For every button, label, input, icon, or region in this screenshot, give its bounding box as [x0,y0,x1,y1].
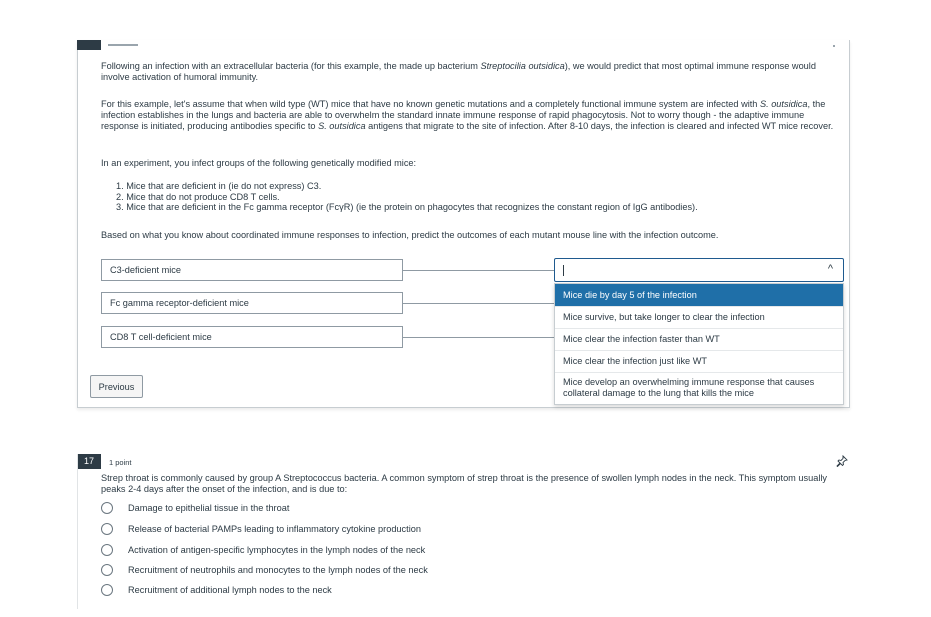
dropdown-option-line: collateral damage to the lung that kills the mice [563,388,754,398]
dropdown-option-die-day-5[interactable]: Mice die by day 5 of the infection [555,284,843,306]
question-paragraph-experiment: In an experiment, you infect groups of the following genetically modified mice: [101,158,417,168]
mouse-list [116,181,698,213]
question-points [108,44,138,46]
dropdown-option-line: Mice develop an overwhelming immune response that causes [563,377,815,387]
list-item: 2. Mice that do not produce CD8 T cells. [116,191,280,202]
radio-button[interactable] [101,544,113,556]
question-paragraph-instruction: Based on what you know about coordinated immune responses to infection, predict the outcomes of each mutant mouse line with the infection outcome. [101,230,719,240]
question-17-text: Strep throat is commonly caused by group A Streptococcus bacteria. A common symptom of strep throat is the presence of swollen lymph nodes in the neck. This symptom usually peaks 2-4 days after the onset of the infection, and is due to: [101,473,827,494]
text-cursor [563,265,564,276]
answer-option-label[interactable]: Release of bacterial PAMPs leading to inflammatory cytokine production [128,524,421,534]
question-paragraph-intro: Following an infection with an extracellular bacteria (for this example, the made up bacterium Streptocilia outsidica), we would predict that most optimal immune response would involve activation of humoral immunity. [101,61,816,82]
question-points: 1 point [109,458,132,467]
radio-button[interactable] [101,584,113,596]
question-paragraph-scenario: For this example, let's assume that when wild type (WT) mice that have no known genetic mutations and a completely functional immune system are infected with S. outsidica, the infection establishes in the lungs and bacteria are able to overwhelm the standard innate immune response of rapid phagocytosis. Not to worry though - the adaptive immune response is initiated, producing antibodies specific to S. outsidica antigens that migrate to the site of infection. After 8-10 days, the infection is cleared and infected WT mice recover. [101,99,834,131]
chevron-up-icon[interactable]: ^ [827,263,833,275]
match-connector [403,303,554,304]
radio-button[interactable] [101,523,113,535]
list-item: 3. Mice that are deficient in the Fc gamma receptor (FcγR) (ie the protein on phagocytes that recognizes the constant region of IgG antibodies). [116,202,698,213]
question-menu-icon[interactable] [833,45,835,47]
match-answer-select[interactable] [554,258,844,282]
previous-button[interactable]: Previous [90,375,143,398]
dropdown-option-just-like-wt[interactable]: Mice clear the infection just like WT [555,350,843,372]
dropdown-options-list [554,283,844,405]
answer-option-label[interactable]: Recruitment of neutrophils and monocytes to the lymph nodes of the neck [128,565,428,575]
question-card-border [77,454,78,609]
answer-option-label[interactable]: Recruitment of additional lymph nodes to the neck [128,585,332,595]
answer-option-label[interactable]: Activation of antigen-specific lymphocytes in the lymph nodes of the neck [128,545,426,555]
match-connector [403,270,554,271]
question-number-badge: 17 [77,454,101,469]
pin-icon[interactable] [836,455,848,467]
dropdown-option-faster-than-wt[interactable]: Mice clear the infection faster than WT [555,328,843,350]
match-prompt-cd8: CD8 T cell-deficient mice [101,326,403,348]
dropdown-option-overwhelming-response[interactable] [555,372,843,405]
answer-option-label[interactable]: Damage to epithelial tissue in the throat [128,503,290,513]
radio-button[interactable] [101,564,113,576]
dropdown-option-survive-longer[interactable]: Mice survive, but take longer to clear the infection [555,306,843,328]
list-item: 1. Mice that are deficient in (ie do not express) C3. [116,181,322,191]
question-number-badge [77,40,101,50]
match-prompt-c3: C3-deficient mice [101,259,403,281]
radio-button[interactable] [101,502,113,514]
match-prompt-fc-gamma: Fc gamma receptor-deficient mice [101,292,403,314]
match-connector [403,337,554,338]
